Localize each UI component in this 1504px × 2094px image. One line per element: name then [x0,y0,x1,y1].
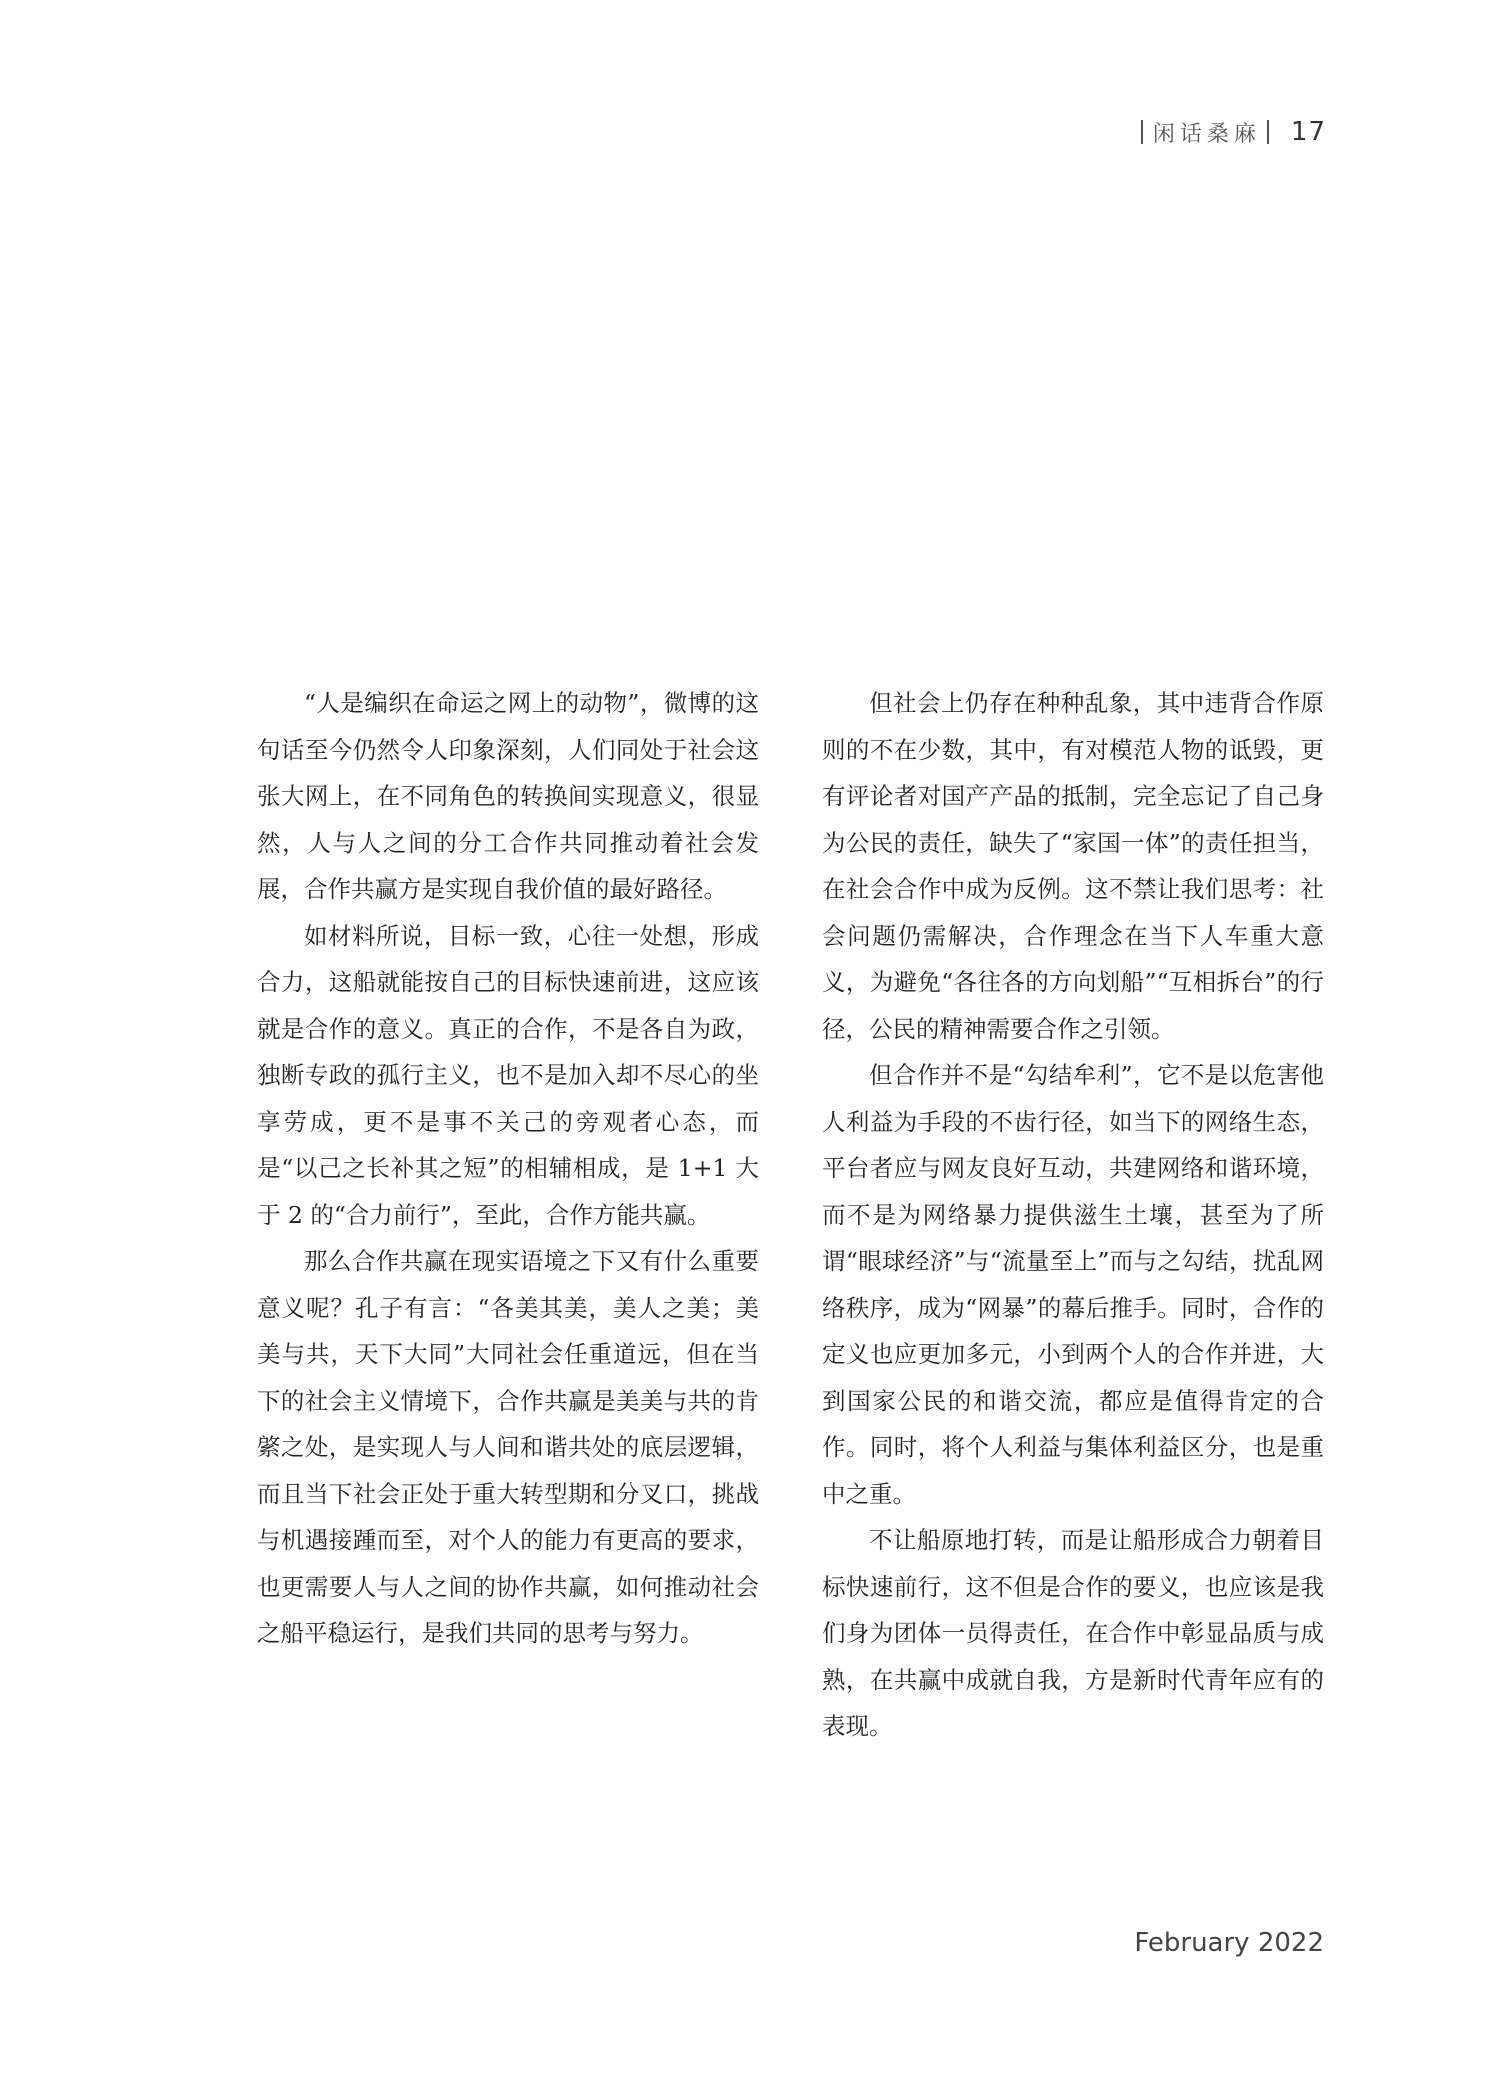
paragraph: 但合作并不是“勾结牟利”，它不是以危害他人利益为手段的不齿行径，如当下的网络生态，平台者应与网友良好互动，共建网络和谐环境，而不是为网络暴力提供滋生土壤，甚至为了所谓“眼球经济”与“流量至上”而与之勾结，扰乱网络秩序，成为“网暴”的幕后推手。同时，合作的定义也应更加多元，小到两个人的合作并进，大到国家公民的和谐交流，都应是值得肯定的合作。同时，将个人利益与集体利益区分，也是重中之重。 [822,1061,1324,1508]
header-divider-left [1141,120,1143,144]
paragraph: 但社会上仍存在种种乱象，其中违背合作原则的不在少数，其中，有对模范人物的诋毁，更有评论者对国产产品的抵制，完全忘记了自己身为公民的责任，缺失了“家国一体”的责任担当，在社会合作中成为反例。这不禁让我们思考：社会问题仍需解决，合作理念在当下人车重大意义，为避免“各往各的方向划船”“互相拆台”的行径，公民的精神需要合作之引领。 [822,689,1324,1043]
section-title: 闲话桑麻 [1152,121,1261,147]
header-divider-right [1267,120,1269,144]
page-number: 17 [1290,117,1326,147]
paragraph: “人是编织在命运之网上的动物”，微博的这句话至今仍然令人印象深刻，人们同处于社会这张大网上，在不同角色的转换间实现意义，很显然，人与人之间的分工合作共同推动着社会发展，合作共赢方是实现自我价值的最好路径。 [257,689,759,903]
paragraph: 那么合作共赢在现实语境之下又有什么重要意义呢？孔子有言：“各美其美，美人之美；美美与共，天下大同”大同社会任重道远，但在当下的社会主义情境下，合作共赢是美美与共的肯綮之处，是实现人与人间和谐共处的底层逻辑，而且当下社会正处于重大转型期和分叉口，挑战与机遇接踵而至，对个人的能力有更高的要求，也更需要人与人之间的协作共赢，如何推动社会之船平稳运行，是我们共同的思考与努力。 [257,1247,759,1647]
page-header [1141,112,1326,152]
right-column [822,680,1324,1750]
paragraph: 不让船原地打转，而是让船形成合力朝着目标快速前行，这不但是合作的要义，也应该是我们身为团体一员得责任，在合作中彰显品质与成熟，在共赢中成就自我，方是新时代青年应有的表现。 [822,1526,1324,1740]
left-column [257,680,759,1657]
footer-date: February 2022 [1134,1928,1324,1958]
paragraph: 如材料所说，目标一致，心往一处想，形成合力，这船就能按自己的目标快速前进，这应该就是合作的意义。真正的合作，不是各自为政，独断专政的孤行主义，也不是加入却不尽心的坐享劳成，更不是事不关己的旁观者心态，而是“以己之长补其之短”的相辅相成，是 1+1 大于 2 的“合力前行”，至此，合作方能共赢。 [257,921,759,1229]
